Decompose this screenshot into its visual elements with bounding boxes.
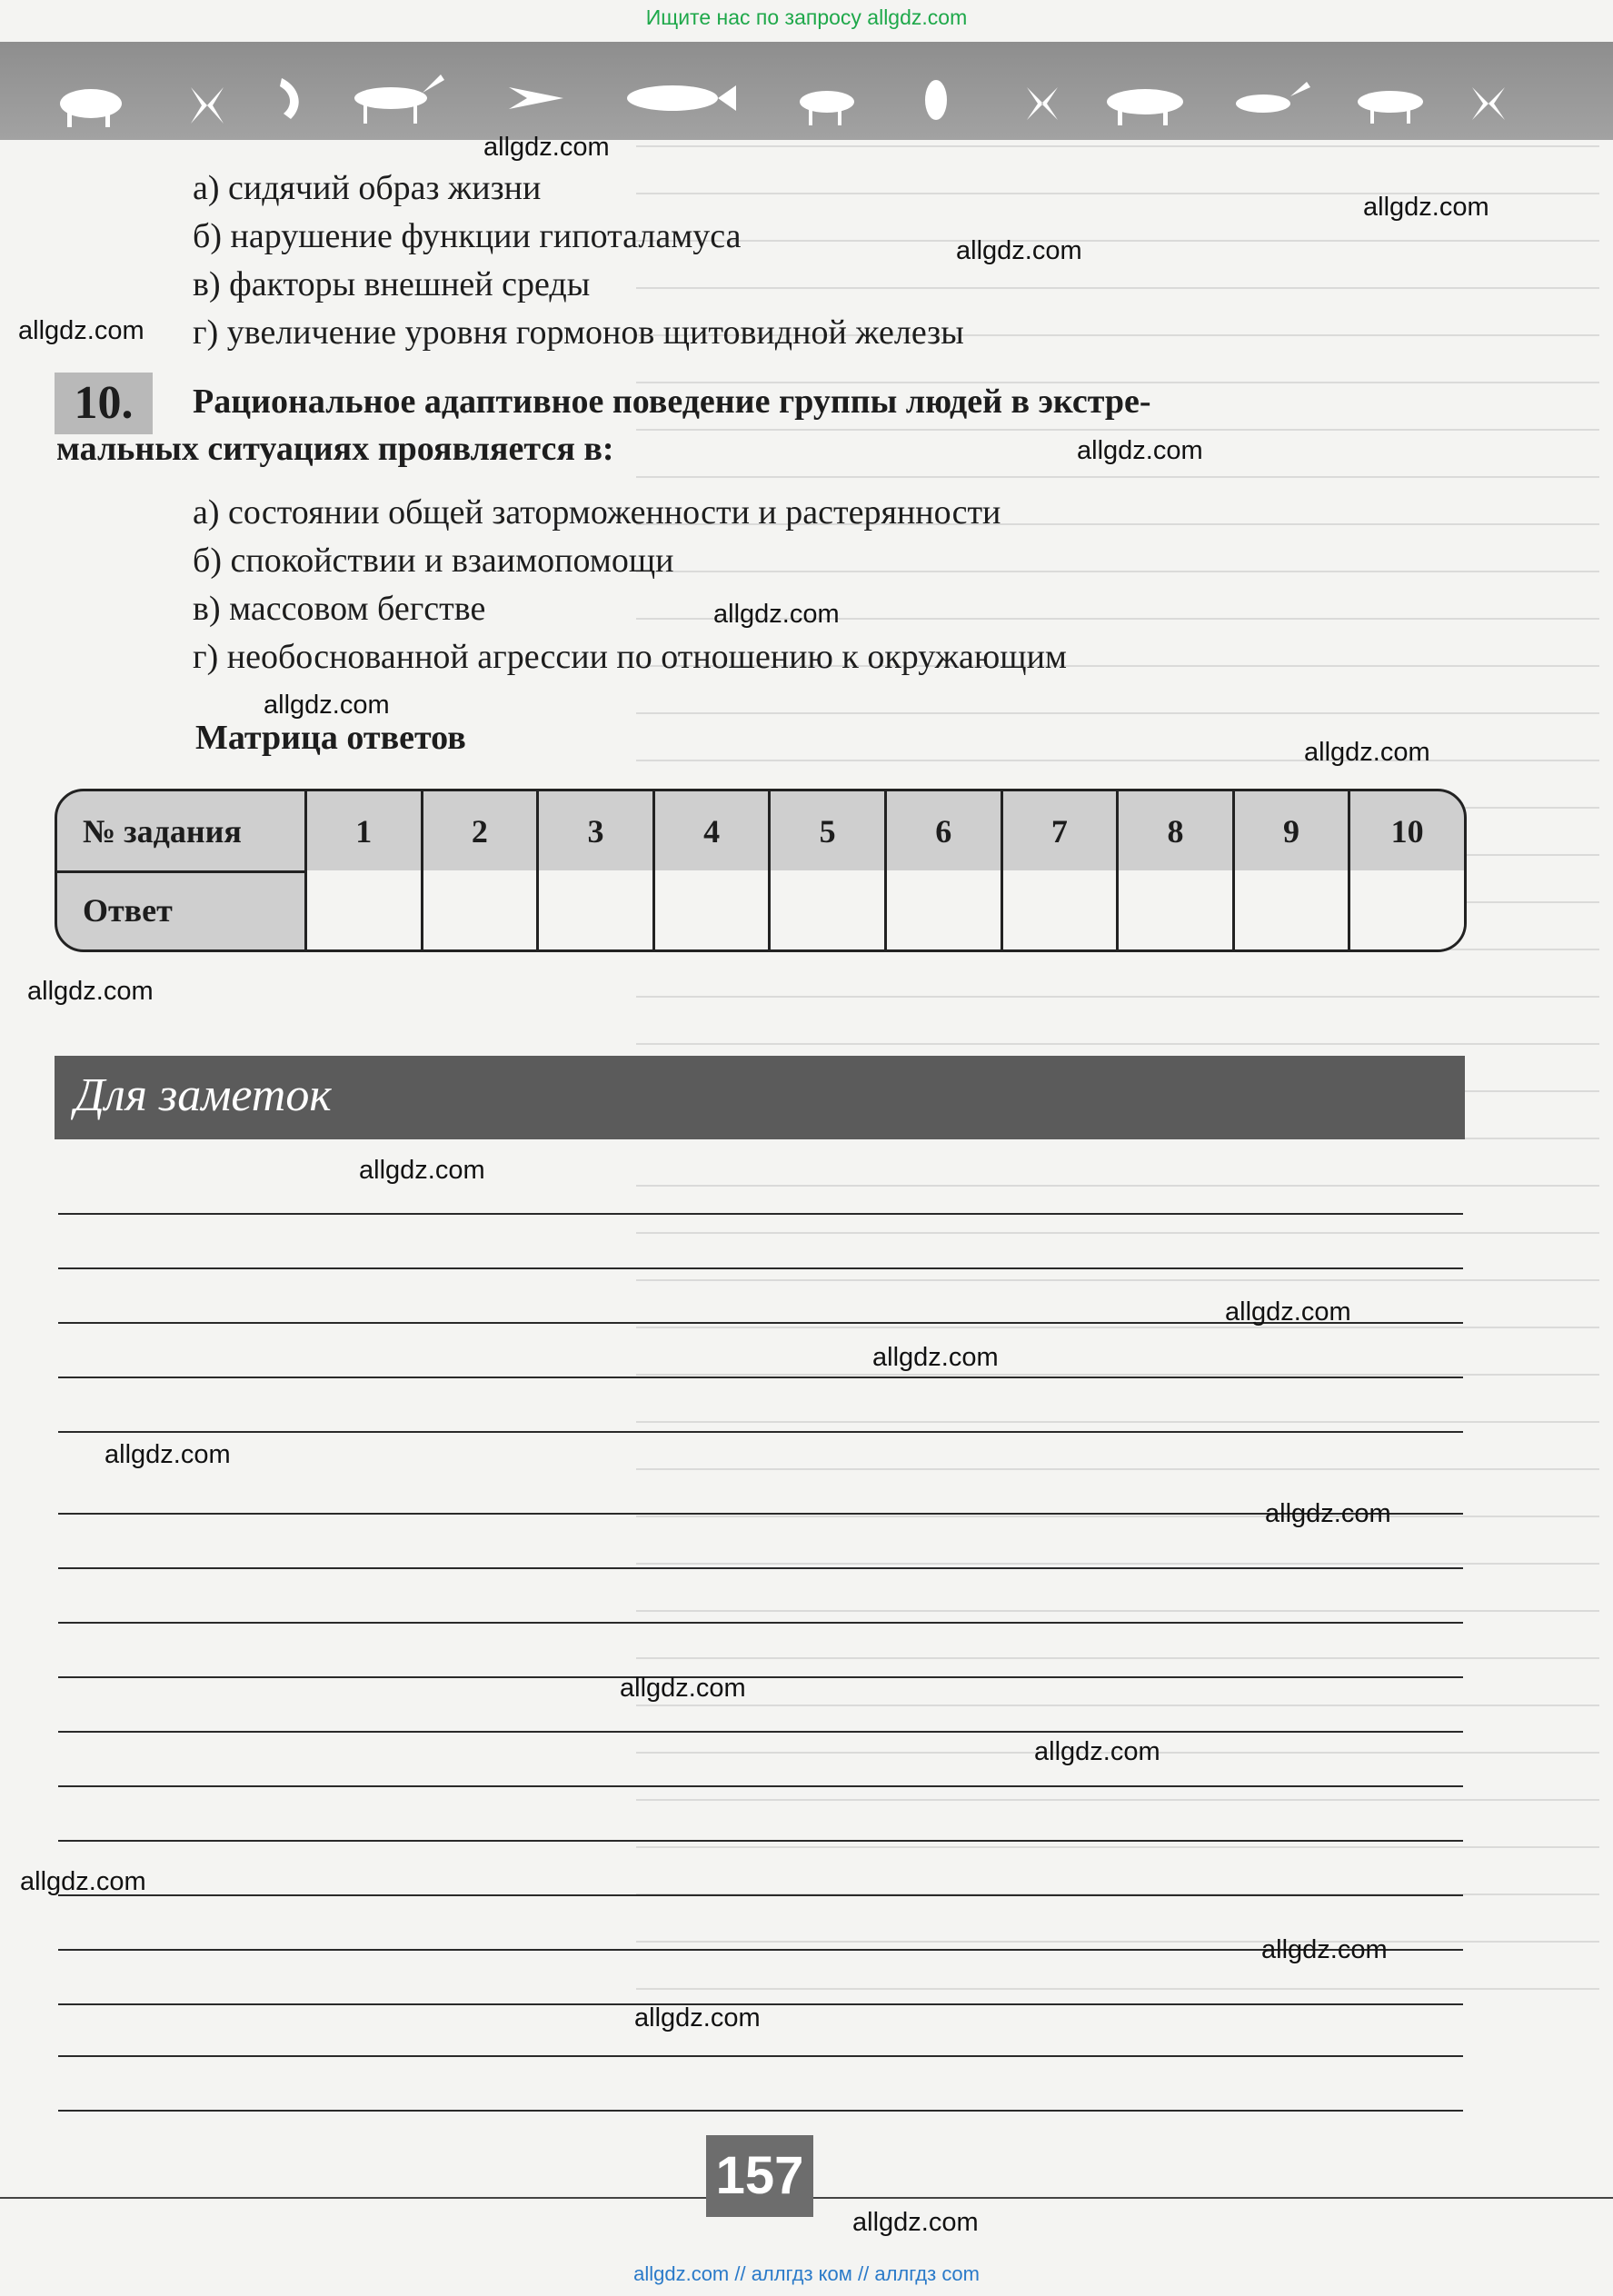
watermark: allgdz.com	[1077, 436, 1203, 465]
watermark: allgdz.com	[27, 977, 154, 1006]
animal-silhouettes-icon	[55, 51, 1563, 133]
watermark: allgdz.com	[483, 133, 610, 162]
notes-line	[58, 1567, 1463, 1569]
matrix-col-4: 4	[652, 791, 769, 870]
matrix-row-answers	[57, 870, 1464, 949]
notes-line	[58, 2110, 1463, 2112]
answer-cell-1[interactable]	[304, 870, 421, 949]
watermark: allgdz.com	[20, 1867, 146, 1896]
watermark: allgdz.com	[1304, 738, 1430, 767]
notes-line	[58, 2055, 1463, 2057]
notes-line	[58, 1377, 1463, 1378]
matrix-col-7: 7	[1001, 791, 1117, 870]
watermark: allgdz.com	[872, 1343, 999, 1372]
matrix-col-8: 8	[1116, 791, 1232, 870]
watermark: allgdz.com	[1261, 1935, 1388, 1964]
matrix-col-10: 10	[1348, 791, 1464, 870]
watermark: allgdz.com	[713, 600, 840, 629]
matrix-col-9: 9	[1232, 791, 1349, 870]
matrix-row-tasks	[57, 791, 1464, 873]
prev-option-b: б) нарушение функции гипоталамуса	[193, 217, 742, 255]
matrix-col-1: 1	[304, 791, 421, 870]
watermark: allgdz.com	[956, 236, 1082, 265]
question-text-line1: Рациональное адаптивное поведение группы людей в экстре-	[193, 383, 1151, 421]
watermark: allgdz.com	[634, 2003, 761, 2033]
watermark: allgdz.com	[264, 691, 390, 720]
notes-line	[58, 1731, 1463, 1733]
option-c: в) массовом бегстве	[193, 590, 486, 628]
matrix-col-6: 6	[884, 791, 1001, 870]
animal-banner	[0, 42, 1613, 140]
watermark: allgdz.com	[1225, 1297, 1351, 1327]
question-number: 10.	[55, 373, 153, 434]
prev-option-a: а) сидячий образ жизни	[193, 169, 542, 207]
footer-links[interactable]: allgdz.com // аллгдз ком // аллгдз com	[633, 2262, 980, 2285]
watermark: allgdz.com	[1265, 1499, 1391, 1528]
notes-line	[58, 1840, 1463, 1842]
matrix-col-2: 2	[421, 791, 537, 870]
question-text-line2: мальных ситуациях проявляется в:	[56, 430, 614, 468]
prev-option-c: в) факторы внешней среды	[193, 265, 591, 303]
matrix-task-label: № задания	[83, 812, 242, 850]
option-a: а) состоянии общей заторможенности и растерянности	[193, 493, 1001, 532]
matrix-col-3: 3	[536, 791, 652, 870]
prev-option-d: г) увеличение уровня гормонов щитовидной железы	[193, 313, 964, 352]
option-d: г) необоснованной агрессии по отношению к окружающим	[193, 638, 1067, 676]
answer-matrix	[55, 789, 1467, 952]
notes-line	[58, 1267, 1463, 1269]
watermark: allgdz.com	[620, 1674, 746, 1703]
notes-line	[58, 1213, 1463, 1215]
answer-cell-5[interactable]	[768, 870, 884, 949]
notes-header-bar	[55, 1056, 1465, 1139]
notes-line	[58, 1949, 1463, 1951]
answer-cell-7[interactable]	[1001, 870, 1117, 949]
notes-line	[58, 1785, 1463, 1787]
answer-matrix-title: Матрица ответов	[195, 719, 466, 757]
watermark: allgdz.com	[1363, 193, 1489, 222]
matrix-col-5: 5	[768, 791, 884, 870]
notes-line	[58, 1513, 1463, 1515]
watermark: allgdz.com	[359, 1156, 485, 1185]
watermark: allgdz.com	[1034, 1737, 1160, 1766]
answer-cell-9[interactable]	[1232, 870, 1349, 949]
watermark: allgdz.com	[852, 2208, 979, 2237]
option-b: б) спокойствии и взаимопомощи	[193, 542, 674, 580]
notes-line	[58, 1894, 1463, 1896]
notes-line	[58, 1431, 1463, 1433]
top-note: Ищите нас по запросу allgdz.com	[645, 5, 968, 29]
answer-cell-10[interactable]	[1348, 870, 1464, 949]
page-number: 157	[706, 2135, 813, 2217]
watermark: allgdz.com	[18, 316, 144, 345]
matrix-answer-label: Ответ	[83, 891, 173, 929]
answer-cell-2[interactable]	[421, 870, 537, 949]
answer-cell-6[interactable]	[884, 870, 1001, 949]
notes-title: Для заметок	[75, 1069, 332, 1121]
answer-cell-8[interactable]	[1116, 870, 1232, 949]
notes-line	[58, 2003, 1463, 2005]
answer-cell-4[interactable]	[652, 870, 769, 949]
notes-line	[58, 1676, 1463, 1678]
answer-cell-3[interactable]	[536, 870, 652, 949]
watermark: allgdz.com	[105, 1440, 231, 1469]
notes-line	[58, 1622, 1463, 1624]
